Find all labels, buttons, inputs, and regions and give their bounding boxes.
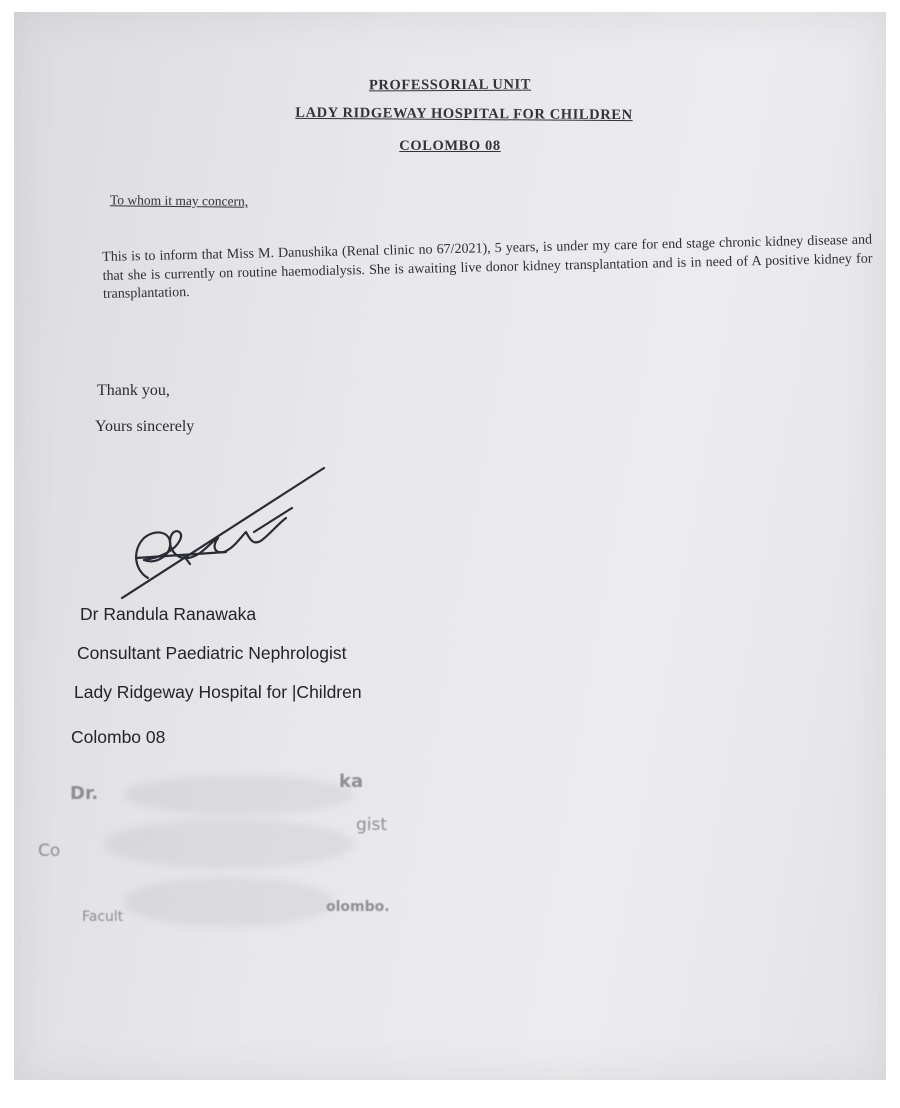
header-unit: PROFESSORIAL UNIT	[368, 76, 532, 94]
stamp-fragment: Dr.	[70, 783, 99, 804]
letter-body: This is to inform that Miss M. Danushika (Renal clinic no 67/2021), 5 years, is under my care for end stage chronic kidney disease and that she is currently on routine haemodialysis. She is awaiting live donor kidney transplantation and is in need of A positive kidney for transplantation.	[102, 232, 873, 302]
signatory-city: Colombo 08	[71, 727, 166, 747]
stamp-fragment: olombo.	[326, 899, 390, 915]
signatory-hospital: Lady Ridgeway Hospital for |Children	[74, 682, 362, 702]
signatory-title: Consultant Paediatric Nephrologist	[77, 643, 347, 663]
handwritten-signature	[114, 460, 354, 610]
salutation: To whom it may concern,	[109, 192, 249, 209]
closing-sincerely: Yours sincerely	[95, 418, 195, 435]
signatory-name: Dr Randula Ranawaka	[80, 604, 257, 624]
stamp-smudge	[104, 819, 354, 869]
letter-paper	[14, 12, 886, 1080]
stamp-smudge	[124, 877, 334, 927]
stamp-fragment: Facult	[82, 909, 124, 925]
stamp-fragment: Co	[38, 841, 61, 861]
stamp-fragment: ka	[339, 771, 364, 792]
stamp-smudge	[124, 775, 354, 815]
header-city: COLOMBO 08	[399, 138, 501, 154]
closing-thanks: Thank you,	[97, 382, 170, 399]
header-hospital: LADY RIDGEWAY HOSPITAL FOR CHILDREN	[295, 104, 633, 124]
faded-stamp	[34, 767, 454, 957]
stamp-fragment: gist	[356, 815, 388, 835]
